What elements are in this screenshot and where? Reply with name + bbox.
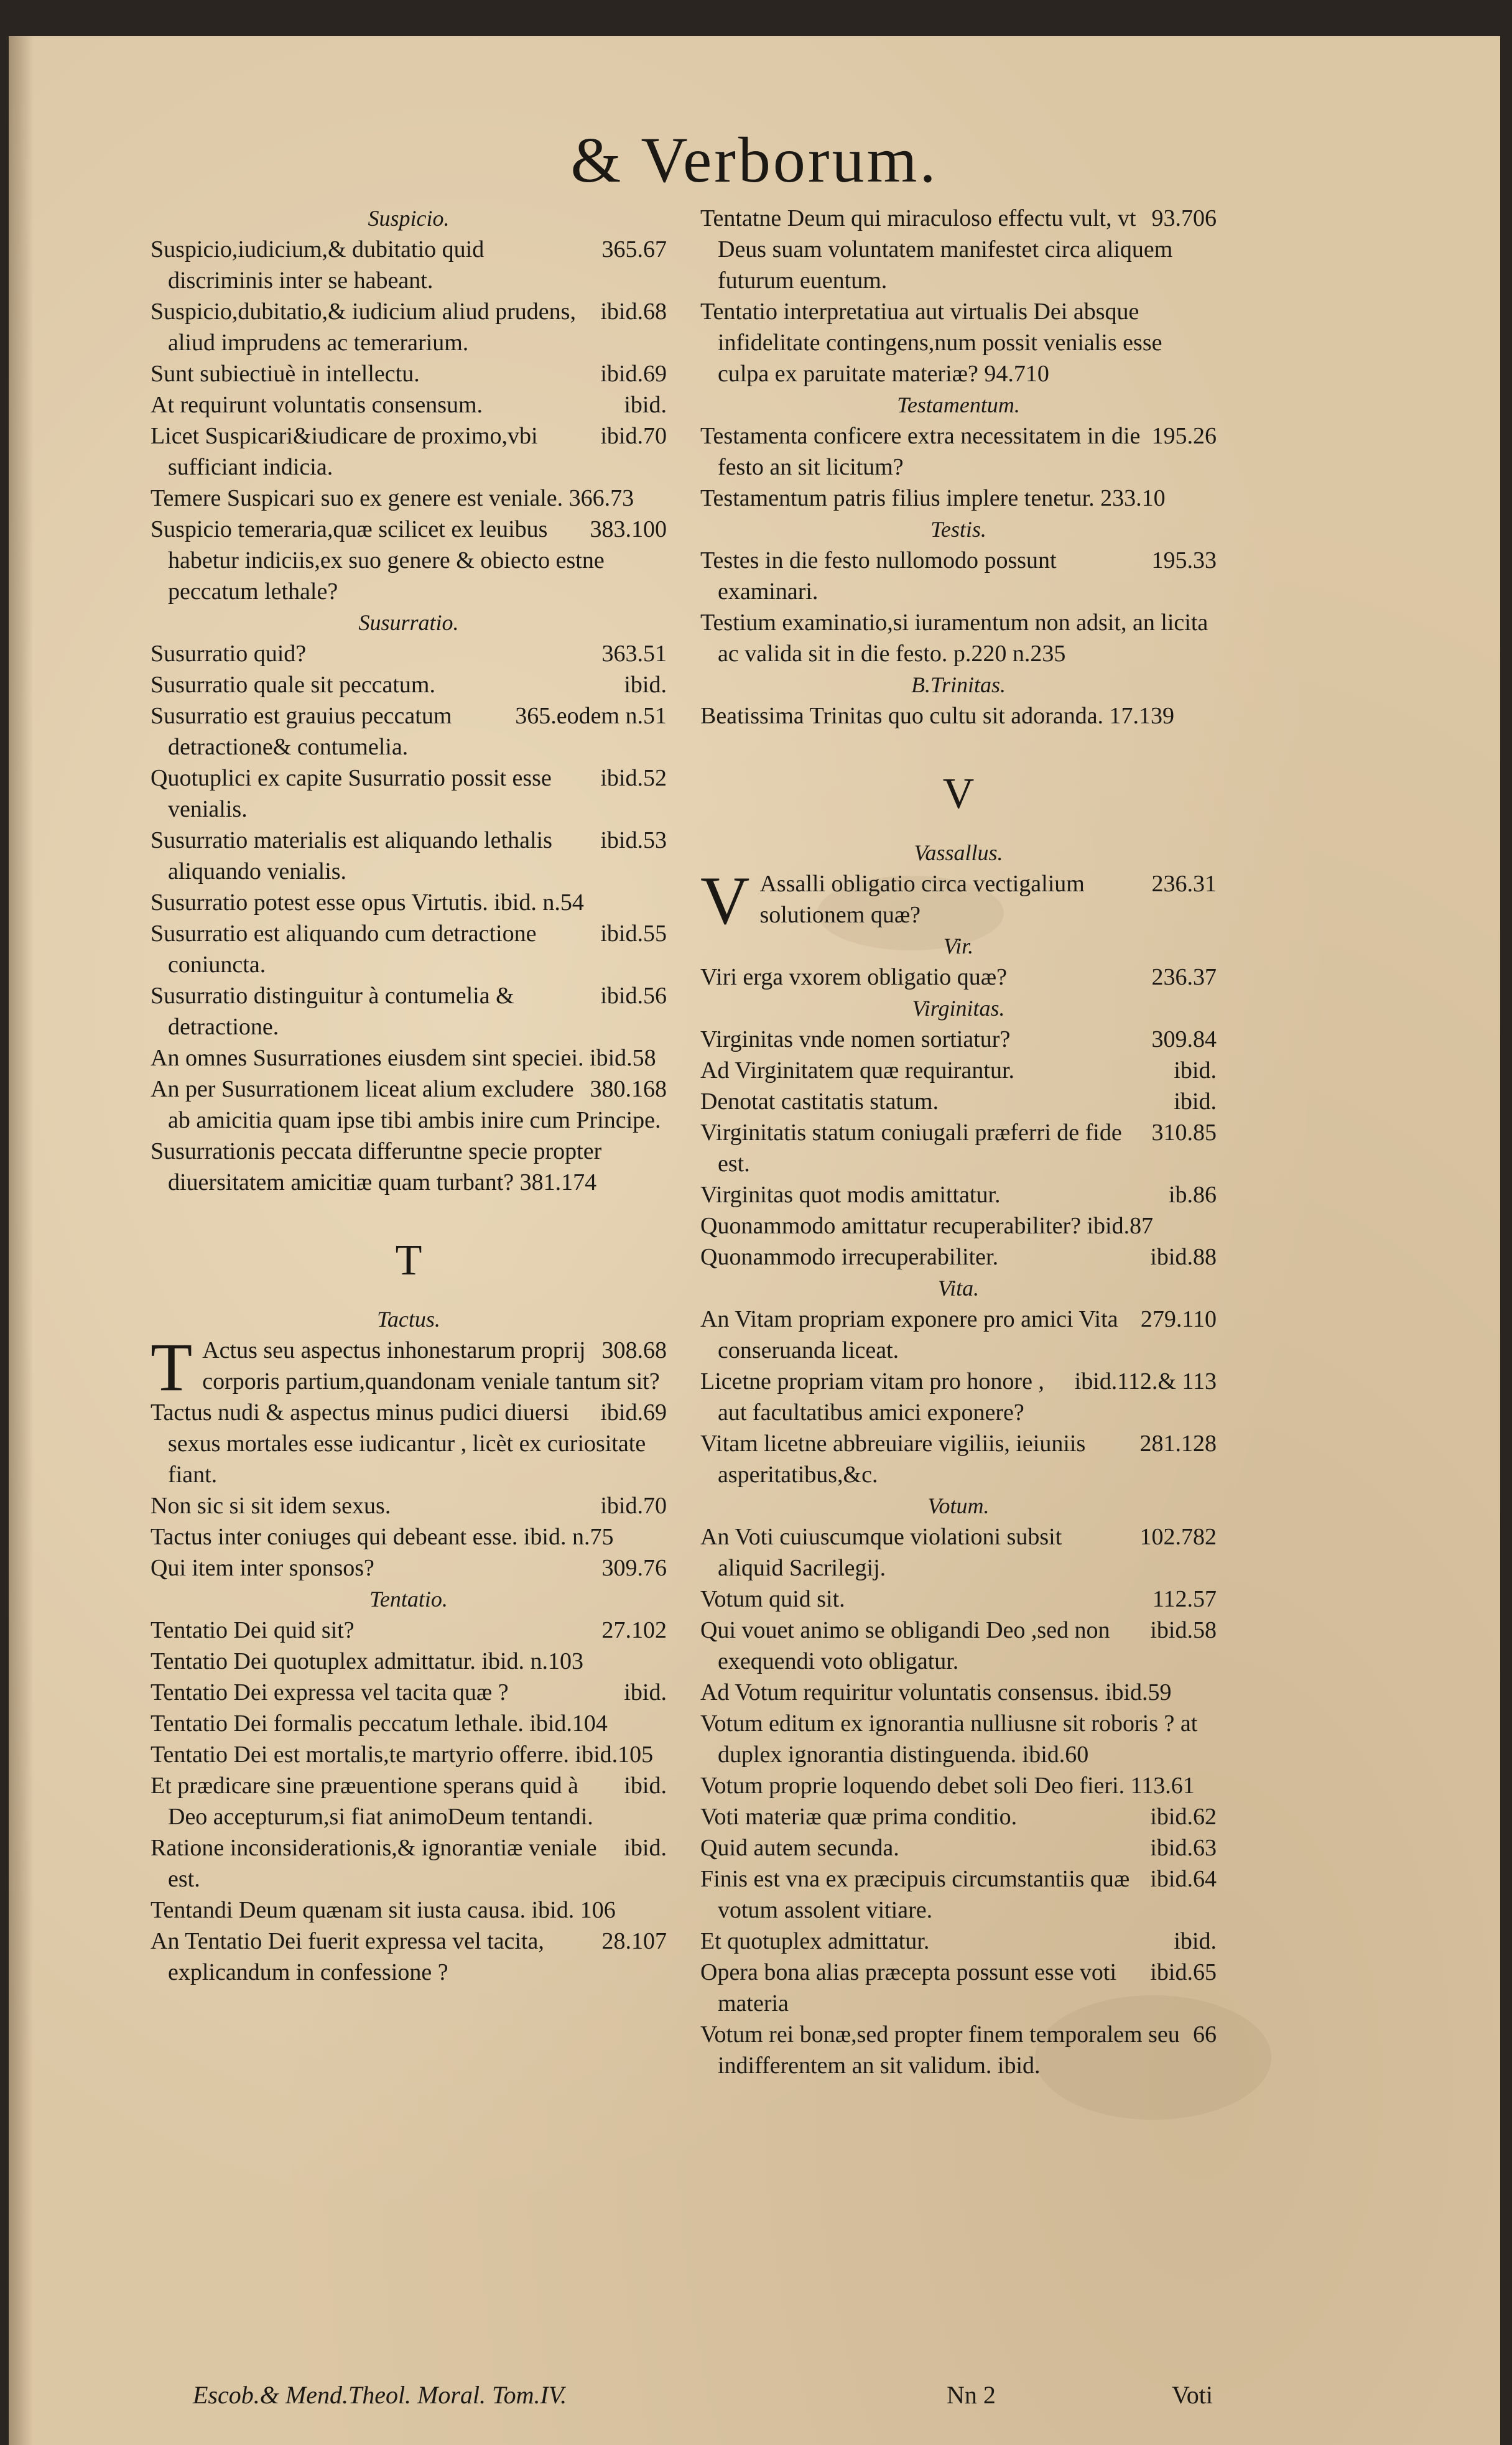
- entry-reference: ib.86: [1168, 1182, 1217, 1208]
- index-entry: [700, 1584, 1217, 1615]
- index-entry: [700, 607, 1217, 669]
- entry-text: Assalli obligatio circa vectigalium solutionem quæ?: [759, 871, 1085, 928]
- index-entry: [700, 1957, 1217, 2019]
- entry-text: Quotuplici ex capite Susurratio possit esse venialis.: [151, 765, 552, 822]
- entry-reference: ibid.: [624, 392, 667, 418]
- entry-reference: ibid.63: [1150, 1835, 1217, 1861]
- entry-reference: 310.85: [1151, 1120, 1217, 1146]
- index-entry: [151, 918, 667, 980]
- entry-reference: ibid.53: [600, 827, 667, 853]
- index-entry: [700, 1210, 1217, 1241]
- entry-reference: 195.33: [1151, 547, 1217, 573]
- entry-reference: ibid.69: [600, 1399, 667, 1426]
- footer-catchword: Voti: [1172, 2381, 1213, 2409]
- entry-text: Quonammodo amittatur recuperabiliter? ibid.87: [700, 1213, 1154, 1239]
- entry-text: Susurratio potest esse opus Virtutis. ibid. n.54: [151, 889, 584, 916]
- entry-reference: ibid.65: [1150, 1959, 1217, 1985]
- drop-cap: T: [151, 1329, 193, 1405]
- entry-text: At requirunt voluntatis consensum.: [151, 392, 483, 418]
- index-entry: [151, 700, 667, 763]
- index-entry: [151, 234, 667, 296]
- index-entry: [151, 483, 667, 514]
- index-entry: [151, 296, 667, 358]
- index-entry: [151, 358, 667, 389]
- entry-text: Denotat castitatis statum.: [700, 1088, 939, 1115]
- index-entry: [151, 1490, 667, 1521]
- entry-text: Licetne propriam vitam pro honore , aut facultatibus amici exponere?: [700, 1368, 1044, 1426]
- index-entry: [151, 1677, 667, 1708]
- entry-text: An per Susurrationem liceat alium excludere ab amicitia quam ipse tibi ambis inire cum Principe.: [151, 1076, 661, 1133]
- entry-reference: 195.26: [1151, 423, 1217, 449]
- index-entry: [151, 389, 667, 420]
- index-entry: [151, 1615, 667, 1646]
- index-heading: Susurratio.: [358, 610, 459, 635]
- entry-reference: ibid.: [624, 1679, 667, 1705]
- footer-imprint: Escob.& Mend.Theol. Moral. Tom.IV.: [193, 2381, 567, 2409]
- entry-text: Testamentum patris filius implere tenetur. 233.10: [700, 485, 1166, 511]
- footer-signature: Nn 2: [947, 2381, 996, 2409]
- entry-text: Votum quid sit.: [700, 1586, 845, 1612]
- entry-reference: ibid.58: [1150, 1617, 1217, 1643]
- entry-reference: 365.67: [601, 236, 667, 262]
- entry-reference: ibid.64: [1150, 1866, 1217, 1892]
- entry-reference: ibid.52: [600, 765, 667, 791]
- index-entry: [151, 1895, 667, 1926]
- index-entry: [700, 483, 1217, 514]
- entry-text: An Voti cuiuscumque violationi subsit aliquid Sacrilegij.: [700, 1524, 1062, 1581]
- entry-text: Tentatio interpretatiua aut virtualis Dei absque infidelitate contingens,num possit venialis esse culpa ex paruitate materiæ? 94.710: [700, 299, 1162, 387]
- index-entry: [700, 1801, 1217, 1832]
- entry-text: Licet Suspicari&iudicare de proximo,vbi sufficiant indicia.: [151, 423, 538, 480]
- index-heading: Tentatio.: [369, 1587, 448, 1612]
- index-entry: [151, 1646, 667, 1677]
- entry-reference: ibid.69: [600, 361, 667, 387]
- entry-text: Tentatio Dei est mortalis,te martyrio offerre. ibid.105: [151, 1742, 654, 1768]
- entry-text: Sunt subiectiuè in intellectu.: [151, 361, 420, 387]
- entry-reference: ibid.56: [600, 983, 667, 1009]
- index-entry: [151, 1552, 667, 1584]
- entry-reference: 380.168: [590, 1076, 667, 1102]
- book-page: [9, 36, 1500, 2445]
- index-entry: [700, 1428, 1217, 1490]
- entry-reference: ibid.70: [600, 423, 667, 449]
- entry-reference: 102.782: [1139, 1524, 1217, 1550]
- index-entry: [700, 1086, 1217, 1117]
- index-entry: [700, 1615, 1217, 1677]
- entry-text: Tactus inter coniuges qui debeant esse. ibid. n.75: [151, 1524, 614, 1550]
- index-heading: Vir.: [943, 934, 974, 958]
- entry-text: Suspicio,dubitatio,& iudicium aliud prudens, aliud imprudens ac temerarium.: [151, 299, 576, 356]
- entry-reference: 365.eodem n.51: [515, 703, 667, 729]
- index-entry: [151, 1136, 667, 1198]
- entry-reference: ibid.88: [1150, 1244, 1217, 1270]
- index-heading: Testis.: [930, 517, 986, 542]
- index-entry: [700, 1055, 1217, 1086]
- entry-reference: ibid.: [1174, 1928, 1217, 1954]
- index-entry: [151, 825, 667, 887]
- entry-reference: 309.84: [1151, 1026, 1217, 1052]
- entry-reference: 281.128: [1139, 1431, 1217, 1457]
- entry-text: Viri erga vxorem obligatio quæ?: [700, 964, 1008, 990]
- entry-reference: 236.31: [1151, 871, 1217, 897]
- index-entry: [700, 1926, 1217, 1957]
- index-entry: [151, 1042, 667, 1074]
- index-entry: [700, 1304, 1217, 1366]
- index-entry: [700, 1241, 1217, 1273]
- entry-text: Susurratio materialis est aliquando lethalis aliquando venialis.: [151, 827, 552, 884]
- entry-reference: ibid.68: [600, 299, 667, 325]
- entry-reference: ibid.62: [1150, 1804, 1217, 1830]
- index-entry: [151, 887, 667, 918]
- entry-text: Virginitas quot modis amittatur.: [700, 1182, 1001, 1208]
- index-entry: [151, 638, 667, 669]
- entry-reference: ibid.70: [600, 1493, 667, 1519]
- index-entry: [151, 1739, 667, 1770]
- index-heading: Vita.: [937, 1276, 980, 1301]
- index-entry: [700, 1024, 1217, 1055]
- entry-text: Tentatio Dei formalis peccatum lethale. ibid.104: [151, 1710, 608, 1737]
- entry-text: Tentatio Dei expressa vel tacita quæ ?: [151, 1679, 509, 1705]
- entry-reference: ibid.: [624, 1773, 667, 1799]
- drop-cap: V: [700, 863, 750, 939]
- entry-text: Virginitas vnde nomen sortiatur?: [700, 1026, 1011, 1052]
- index-entry: [151, 980, 667, 1042]
- entry-reference: 28.107: [601, 1928, 667, 1954]
- entry-text: Quonammodo irrecuperabiliter.: [700, 1244, 999, 1270]
- right-column: [700, 203, 1217, 2081]
- entry-reference: ibid.: [1174, 1088, 1217, 1115]
- entry-text: Votum rei bonæ,sed propter finem temporalem seu indifferentem an sit validum. ibid.: [700, 2021, 1180, 2079]
- index-entry: [151, 514, 667, 607]
- index-entry: [151, 1770, 667, 1832]
- section-letter: T: [395, 1236, 422, 1284]
- entry-text: Tentandi Deum quænam sit iusta causa. ibid. 106: [151, 1897, 616, 1923]
- entry-text: Et prædicare sine præuentione sperans quid à Deo accepturum,si fiat animoDeum tentandi.: [151, 1773, 593, 1830]
- entry-text: An omnes Susurrationes eiusdem sint speciei. ibid.58: [151, 1045, 656, 1071]
- entry-text: Quid autem secunda.: [700, 1835, 899, 1861]
- entry-reference: 112.57: [1152, 1586, 1217, 1612]
- entry-text: Vitam licetne abbreuiare vigiliis, ieiuniis asperitatibus,&c.: [700, 1431, 1086, 1488]
- index-entry: [700, 1832, 1217, 1863]
- index-entry: [700, 296, 1217, 389]
- entry-reference: 363.51: [601, 641, 667, 667]
- index-entry: [700, 2019, 1217, 2081]
- index-entry: [151, 669, 667, 700]
- index-entry: [700, 1708, 1217, 1770]
- entry-reference: ibid.: [624, 672, 667, 698]
- entry-reference: ibid.: [624, 1835, 667, 1861]
- index-heading: Virginitas.: [912, 996, 1005, 1021]
- entry-text: Et quotuplex admittatur.: [700, 1928, 930, 1954]
- entry-text: Votum proprie loquendo debet soli Deo fieri. 113.61: [700, 1773, 1195, 1799]
- entry-text: Suspicio,iudicium,& dubitatio quid discriminis inter se habeant.: [151, 236, 485, 294]
- entry-text: Ratione inconsiderationis,& ignorantiæ veniale est.: [151, 1835, 597, 1892]
- index-entry: [700, 1521, 1217, 1584]
- index-entry: [700, 420, 1217, 483]
- entry-text: Qui item inter sponsos?: [151, 1555, 374, 1581]
- index-entry: [151, 1832, 667, 1895]
- entry-text: Beatissima Trinitas quo cultu sit adoranda. 17.139: [700, 703, 1175, 729]
- index-entry: [151, 1397, 667, 1490]
- index-entry: [151, 1074, 667, 1136]
- entry-text: Susurratio quid?: [151, 641, 307, 667]
- entry-text: Finis est vna ex præcipuis circumstantiis quæ votum assolent vitiare.: [700, 1866, 1130, 1923]
- index-entry: [151, 763, 667, 825]
- gutter-shadow: [9, 36, 34, 2445]
- entry-text: Ad Virginitatem quæ requirantur.: [700, 1057, 1015, 1083]
- entry-text: Susurratio distinguitur à contumelia & detractione.: [151, 983, 514, 1040]
- index-entry: [700, 1677, 1217, 1708]
- index-entry: [151, 1926, 667, 1988]
- index-heading: Vassallus.: [914, 840, 1003, 865]
- entry-text: Susurratio est aliquando cum detractione coniuncta.: [151, 921, 537, 978]
- entry-reference: 93.706: [1151, 205, 1217, 231]
- entry-reference: 308.68: [601, 1337, 667, 1363]
- entry-text: Testes in die festo nullomodo possunt examinari.: [700, 547, 1057, 605]
- entry-reference: 279.110: [1140, 1306, 1217, 1332]
- index-heading: B.Trinitas.: [911, 672, 1006, 697]
- entry-text: Susurrationis peccata differuntne specie propter diuersitatem amicitiæ quam turbant? 381.174: [151, 1138, 602, 1195]
- entry-reference: ibid.55: [600, 921, 667, 947]
- entry-text: Tentatne Deum qui miraculoso effectu vult, vt Deus suam voluntatem manifestet circa aliquem futurum euentum.: [700, 205, 1173, 294]
- index-entry-dropcap: [700, 863, 1217, 939]
- index-entry: [700, 1179, 1217, 1210]
- entry-text: An Tentatio Dei fuerit expressa vel tacita, explicandum in confessione ?: [151, 1928, 544, 1985]
- index-heading: Suspicio.: [368, 206, 450, 231]
- index-entry: [151, 1521, 667, 1552]
- entry-text: Tactus nudi & aspectus minus pudici diuersi sexus mortales esse iudicantur , licèt ex curiositate fiant.: [151, 1399, 646, 1488]
- entry-text: Testamenta conficere extra necessitatem in die festo an sit licitum?: [700, 423, 1141, 480]
- entry-text: An Vitam propriam exponere pro amici Vita conseruanda liceat.: [700, 1306, 1118, 1363]
- entry-reference: 383.100: [590, 516, 667, 542]
- entry-text: Voti materiæ quæ prima conditio.: [700, 1804, 1018, 1830]
- entry-reference: 27.102: [601, 1617, 667, 1643]
- index-entry: [151, 420, 667, 483]
- entry-text: Votum editum ex ignorantia nulliusne sit roboris ? at duplex ignorantia distinguenda. ibid.60: [700, 1710, 1198, 1768]
- running-head: & Verborum.: [570, 124, 939, 196]
- index-entry: [151, 1708, 667, 1739]
- entry-text: Testium examinatio,si iuramentum non adsit, an licita ac valida sit in die festo. p.220 n.235: [700, 610, 1208, 667]
- index-entry-dropcap: [151, 1329, 667, 1405]
- entry-text: Ad Votum requiritur voluntatis consensus. ibid.59: [700, 1679, 1172, 1705]
- entry-text: Tentatio Dei quotuplex admittatur. ibid. n.103: [151, 1648, 584, 1674]
- index-entry: [700, 1863, 1217, 1926]
- entry-reference: 309.76: [601, 1555, 667, 1581]
- entry-text: Opera bona alias præcepta possunt esse voti materia: [700, 1959, 1117, 2016]
- entry-text: Actus seu aspectus inhonestarum proprij corporis partium,quandonam veniale tantum sit?: [202, 1337, 660, 1394]
- entry-text: Suspicio temeraria,quæ scilicet ex leuibus habetur indiciis,ex suo genere & obiecto estne peccatum lethale?: [151, 516, 605, 605]
- entry-reference: ibid.: [1174, 1057, 1217, 1083]
- entry-text: Susurratio est grauius peccatum detractione& contumelia.: [151, 703, 452, 760]
- index-entry: [700, 1366, 1217, 1428]
- section-letter: V: [942, 770, 975, 818]
- index-entry: [700, 962, 1217, 993]
- index-entry: [700, 545, 1217, 607]
- index-heading: Votum.: [927, 1493, 990, 1518]
- entry-reference: 236.37: [1151, 964, 1217, 990]
- entry-reference: ibid.112.& 113: [1074, 1368, 1217, 1394]
- entry-text: Non sic si sit idem sexus.: [151, 1493, 391, 1519]
- index-heading: Tactus.: [377, 1307, 440, 1332]
- index-heading: Testamentum.: [897, 392, 1020, 417]
- index-entry: [700, 203, 1217, 296]
- index-entry: [700, 1117, 1217, 1179]
- entry-text: Virginitatis statum coniugali præferri de fide est.: [700, 1120, 1122, 1177]
- index-entry: [700, 700, 1217, 731]
- entry-text: Tentatio Dei quid sit?: [151, 1617, 355, 1643]
- entry-text: Qui vouet animo se obligandi Deo ,sed non exequendi voto obligatur.: [700, 1617, 1110, 1674]
- left-column: [151, 203, 667, 1988]
- entry-text: Susurratio quale sit peccatum.: [151, 672, 435, 698]
- entry-reference: 66: [1193, 2021, 1217, 2048]
- entry-text: Temere Suspicari suo ex genere est veniale. 366.73: [151, 485, 634, 511]
- index-entry: [700, 1770, 1217, 1801]
